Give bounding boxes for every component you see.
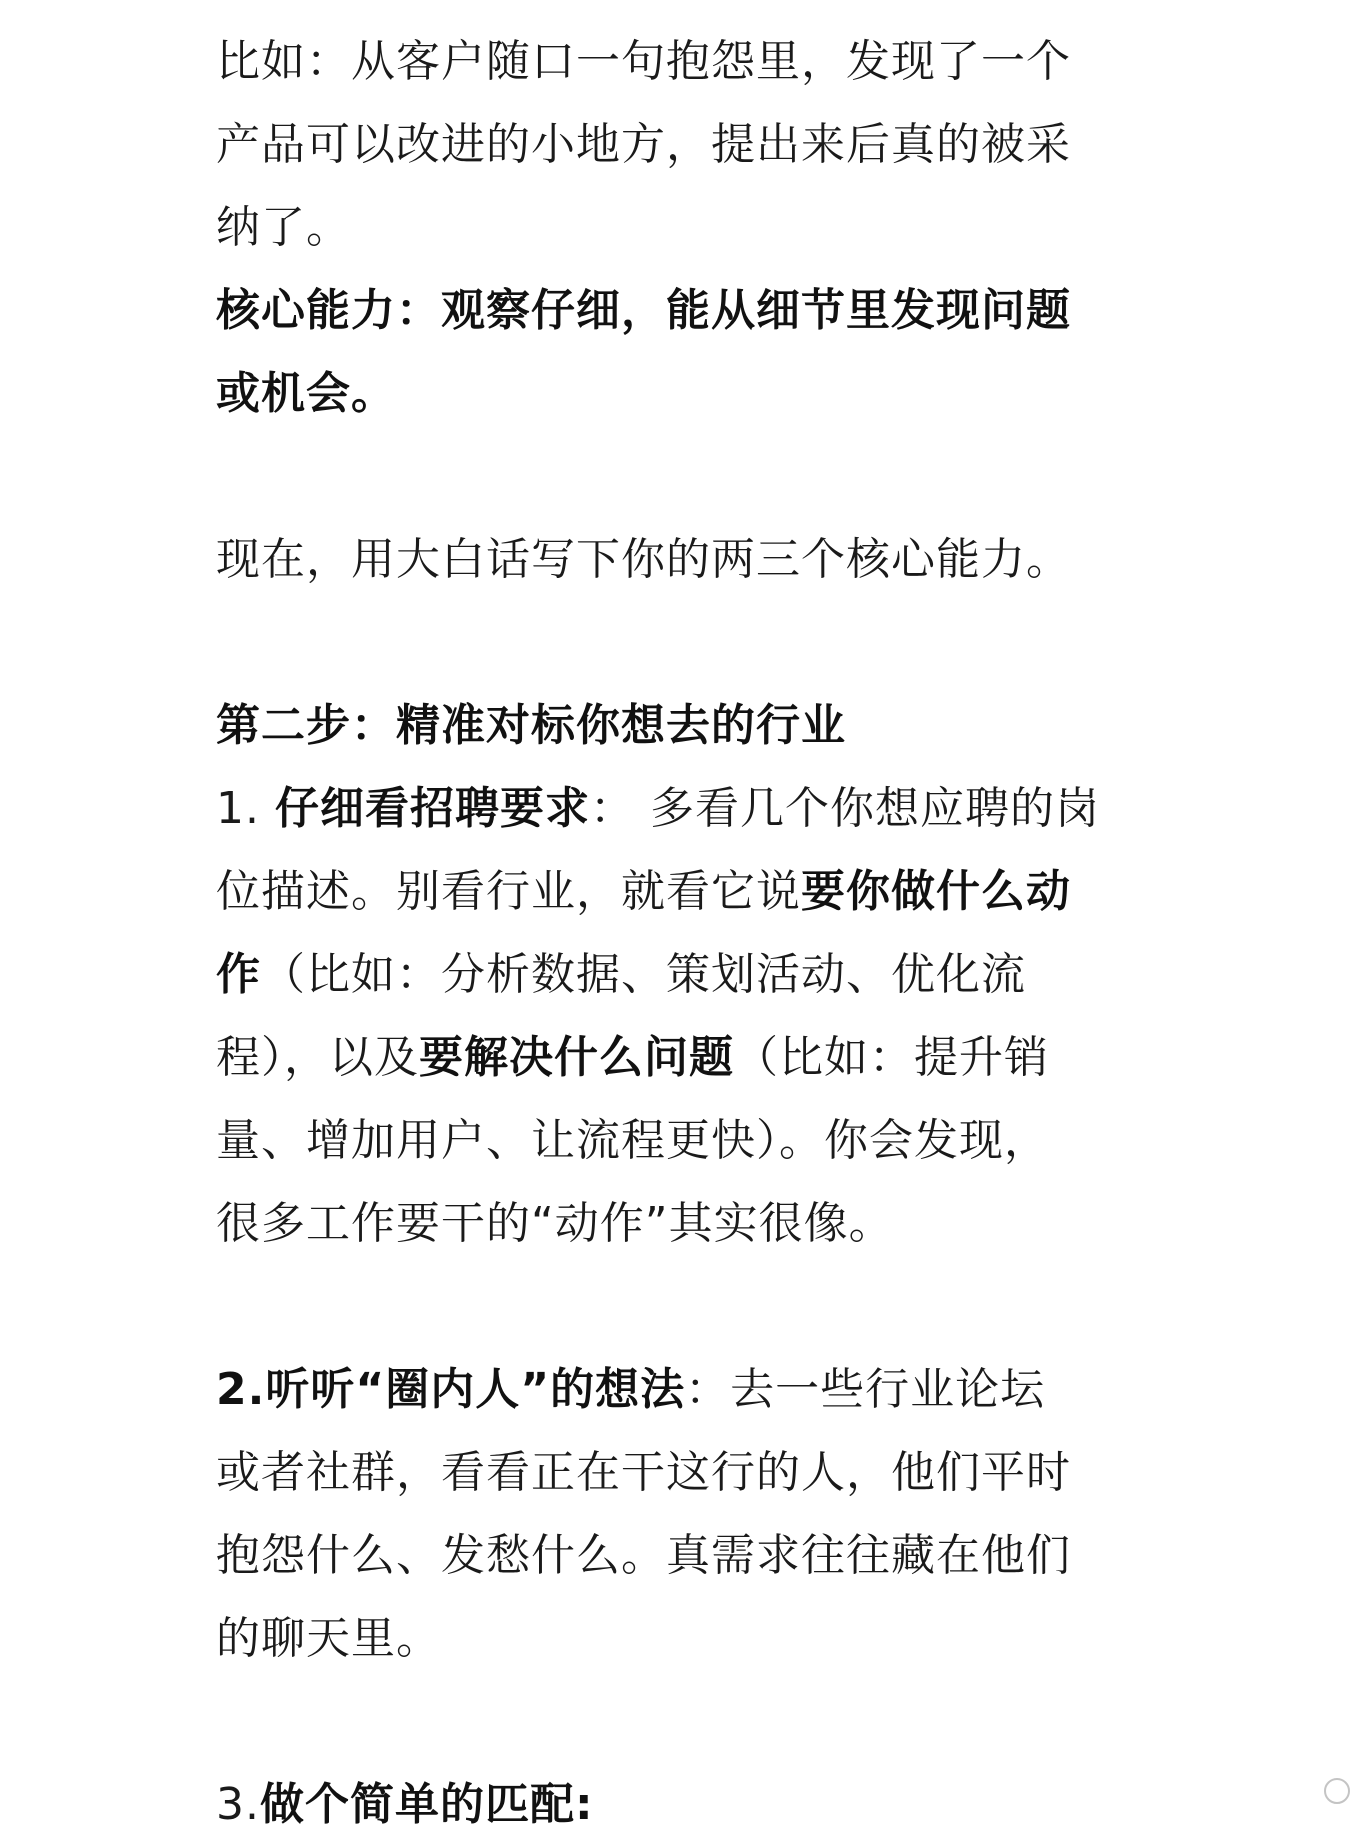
spacer (216, 1265, 1166, 1348)
item1-emphasis: 要你做什么动 (801, 866, 1071, 917)
spacer (216, 435, 1166, 518)
item1-title: 仔细看招聘要求 (274, 783, 590, 834)
item2-line-3: 抱怨什么、发愁什么。真需求往往藏在他们 (216, 1530, 1071, 1581)
step2-heading: 第二步：精准对标你想去的行业 (216, 700, 846, 751)
item1-line-3 (216, 933, 1166, 1016)
item1-text: ： 多看几个你想应聘的岗 (589, 783, 1100, 834)
item1-line-4 (216, 1016, 1166, 1099)
item1-emphasis: 作 (216, 949, 261, 1000)
item2-line-2: 或者社群，看看正在干这行的人，他们平时 (216, 1447, 1071, 1498)
watermark (1324, 1778, 1350, 1804)
article-content (216, 20, 1166, 1846)
item3-number: 3. (216, 1779, 260, 1830)
example-line-1: 比如：从客户随口一句抱怨里，发现了一个 (216, 36, 1071, 87)
item3-line-1 (216, 1763, 1166, 1846)
item2-line-4: 的聊天里。 (216, 1613, 441, 1664)
spacer (216, 601, 1166, 684)
item1-emphasis: 要解决什么问题 (419, 1032, 734, 1083)
item1-line-2 (216, 850, 1166, 933)
item2-line-1 (216, 1348, 1166, 1431)
instruction-text: 现在，用大白话写下你的两三个核心能力。 (216, 534, 1071, 585)
core-ability-line-1: 核心能力：观察仔细，能从细节里发现问题 (216, 285, 1071, 336)
item1-text: 程），以及 (216, 1032, 419, 1083)
watermark-logo-icon (1324, 1778, 1350, 1804)
item2-text: ：去一些行业论坛 (685, 1364, 1046, 1415)
item1-text: 位描述。别看行业，就看它说 (216, 866, 801, 917)
item3-title: 做个简单的匹配: (259, 1779, 594, 1830)
item1-line-6: 很多工作要干的“动作”其实很像。 (216, 1198, 894, 1249)
item2-title: 2.听听“圈内人”的想法 (216, 1364, 686, 1415)
item1-line-1 (216, 767, 1166, 850)
example-line-2: 产品可以改进的小地方，提出来后真的被采 (216, 119, 1071, 170)
item1-text: （比如：分析数据、策划活动、优化流 (261, 949, 1026, 1000)
spacer (216, 1680, 1166, 1763)
item1-number: 1. (216, 783, 275, 834)
item1-line-5: 量、增加用户、让流程更快）。你会发现， (216, 1115, 1049, 1166)
item1-text: （比如：提升销 (734, 1032, 1049, 1083)
example-line-3: 纳了。 (216, 202, 351, 253)
core-ability-line-2: 或机会。 (216, 368, 396, 419)
